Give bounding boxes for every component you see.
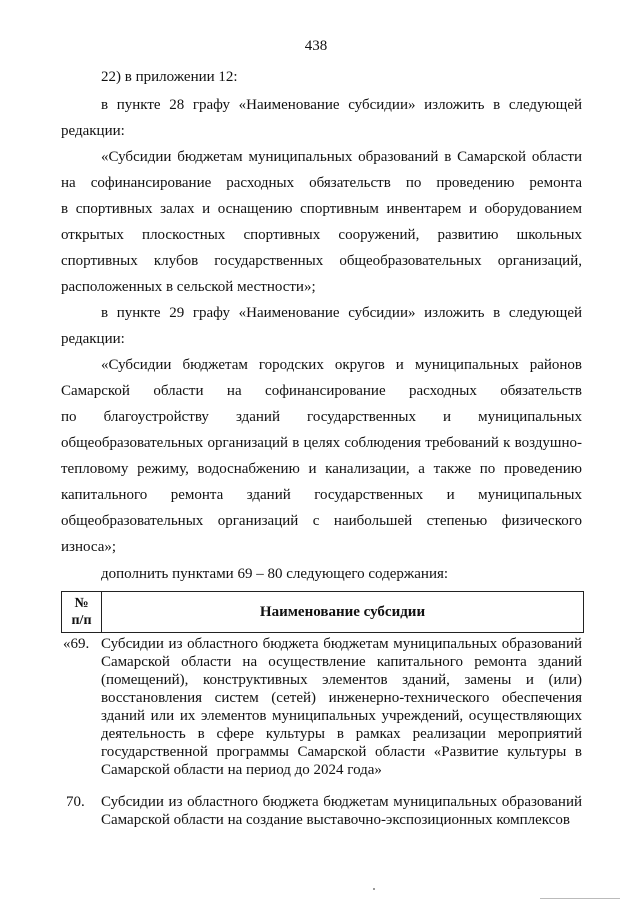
paragraph-line: открытых плоскостных спортивных сооружений, развитию школьных	[61, 227, 582, 243]
paragraph-line: общеобразовательных организаций в целях соблюдения требований к воздушно-	[61, 435, 582, 451]
paragraph-line: расположенных в сельской местности»;	[61, 279, 316, 295]
paragraph-line: дополнить пунктами 69 – 80 следующего содержания:	[101, 566, 449, 582]
scan-edge-line	[540, 898, 620, 899]
row-line: Субсидии из областного бюджета бюджетам муниципальных образований	[101, 636, 582, 652]
paragraph-line: редакции:	[61, 123, 125, 139]
table-header	[61, 591, 584, 633]
column-header-name: Наименование субсидии	[259, 604, 426, 620]
paragraph-line: износа»;	[61, 539, 117, 555]
row-line: зданий или их элементов муниципальных учреждений, осуществляющих	[101, 708, 582, 724]
column-header-number-line1: №	[74, 596, 89, 611]
paragraph-line: Самарской области на софинансирование расходных обязательств	[61, 383, 582, 399]
row-line: деятельность в сфере культуры в рамках реализации мероприятий	[101, 726, 582, 742]
paragraph-line: в пункте 28 графу «Наименование субсидии» изложить в следующей	[101, 97, 582, 113]
paragraph-line: общеобразовательных организаций с наибольшей степенью физического	[61, 513, 582, 529]
row-line: (помещений), конструктивных элементов зданий, замены и (или)	[101, 672, 582, 688]
row-line: Самарской области на осуществление капитального ремонта зданий	[101, 654, 582, 670]
row-line: Самарской области на создание выставочно-экспозиционных комплексов	[101, 812, 570, 828]
row-line: восстановления систем (сетей) инженерно-технического обеспечения	[101, 690, 582, 706]
paragraph-line: в пункте 29 графу «Наименование субсидии» изложить в следующей	[101, 305, 582, 321]
row-line: Самарской области на период до 2024 года»	[101, 762, 382, 778]
paragraph-line: в спортивных залах и оснащению спортивным инвентарем и оборудованием	[61, 201, 582, 217]
row-line: государственной программы Самарской области «Развитие культуры в	[101, 744, 582, 760]
page-number: 438	[304, 38, 328, 54]
paragraph-line: «Субсидии бюджетам муниципальных образований в Самарской области	[101, 149, 582, 165]
paragraph-line: редакции:	[61, 331, 125, 347]
paragraph-line: по благоустройству зданий государственных и муниципальных	[61, 409, 582, 425]
paragraph-line: капитального ремонта зданий государственных и муниципальных	[61, 487, 582, 503]
column-header-number	[62, 592, 102, 632]
table-row	[101, 793, 582, 829]
paragraph-line: спортивных клубов государственных общеобразовательных организаций,	[61, 253, 582, 269]
item-22-heading: 22) в приложении 12:	[101, 69, 238, 85]
row-number: 70.	[66, 794, 85, 810]
row-number: «69.	[63, 636, 90, 652]
paragraph-line: «Субсидии бюджетам городских округов и муниципальных районов	[101, 357, 582, 373]
column-header-number-line2: п/п	[71, 613, 92, 628]
table-row	[101, 635, 582, 779]
scan-speck	[373, 888, 375, 890]
paragraph-line: на софинансирование расходных обязательств по проведению ремонта	[61, 175, 582, 191]
row-line: Субсидии из областного бюджета бюджетам муниципальных образований	[101, 794, 582, 810]
paragraph-line: тепловому режиму, водоснабжению и канализации, а также по проведению	[61, 461, 582, 477]
